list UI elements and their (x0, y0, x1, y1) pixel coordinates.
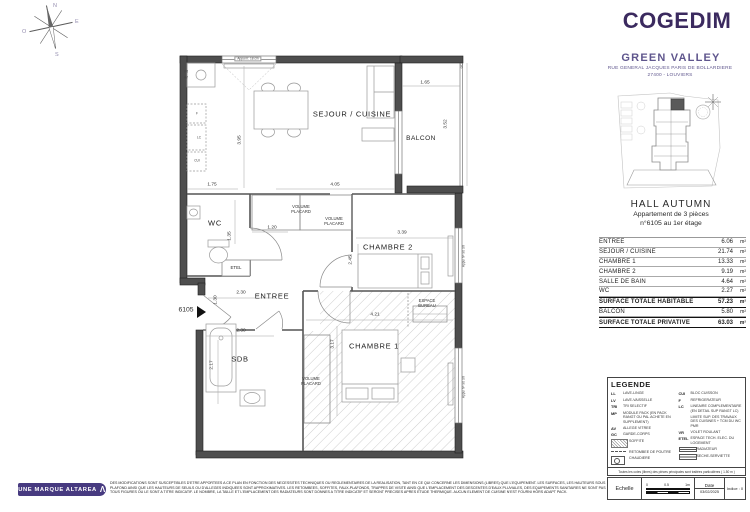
annot-vr: VR (183, 69, 189, 74)
compass-n: N (53, 3, 57, 9)
balcony-railing (460, 63, 463, 186)
room-label-sdb: SDB (231, 354, 249, 364)
table-row-total-habitable: SURFACE TOTALE HABITABLE 57.23 m² (599, 297, 746, 308)
date-cell: Date 03/02/2025 (695, 478, 725, 499)
dining-table (254, 83, 308, 137)
table-row: SEJOUR / CUISINE 21.74 m² (599, 248, 746, 258)
dim-175: 1.75 (207, 182, 217, 188)
table-row: CHAMBRE 1 13.33 m² (599, 258, 746, 268)
wc-fixtures (187, 206, 229, 263)
label-unit-number: 6105 (178, 306, 194, 314)
sofa (362, 66, 394, 141)
apartment-type: Appartement de 3 pièces (633, 211, 709, 218)
dim-ch1-w: 4.21 (370, 312, 380, 318)
legend-title: LEGENDE (611, 380, 651, 389)
label-volume-placard-1: VOLUME PLACARD (291, 204, 311, 214)
table-row: CHAMBRE 2 9.19 m² (599, 267, 746, 277)
soffite-hatch-icon (611, 439, 629, 448)
room-label-sejour: SEJOUR / CUISINE (312, 109, 392, 119)
annot-kitchen-cui: CUI (194, 158, 200, 163)
dim-135: 1.35 (227, 231, 233, 241)
dim-120: 1.20 (267, 225, 277, 231)
scale-bar: 0 0.5 1m (642, 478, 695, 499)
room-label-chambre2: CHAMBRE 2 (362, 242, 414, 252)
dim-405: 4.05 (330, 182, 340, 188)
altarea-brand-banner: UNE MARQUE ALTAREA Λ (18, 483, 106, 496)
annot-av: AV (183, 75, 189, 80)
kitchen-units (187, 63, 215, 171)
table-row: WC 2.27 m² (599, 287, 746, 297)
legend-box (607, 377, 746, 476)
annot-appui-top: Appui h: 18 cm (234, 56, 261, 61)
dim-sdb-h: 2.17 (209, 360, 215, 370)
label-volume-placard-2: VOLUME PLACARD (324, 216, 344, 226)
legend-right-column: CUI BLOC CUISSON F REFRIGERATEUR LC LINEAIRE COMPLEMENTAIRE (EN DETAIL SUP RANGT LC) LIMITE SUP. DES TRAVAUX DES CUISINES + TCM DU WC PMR VR VOLET ROULANT ETEL ESPACE TECH. ELEC. DU LOGEMENT RADIATEUR SECHE-SERVIETTE (678, 391, 742, 459)
compass-e: E (75, 19, 79, 25)
altarea-logo-icon: Λ (99, 484, 106, 494)
bed-chambre2 (358, 254, 432, 288)
room-label-chambre1: CHAMBRE 1 (348, 341, 400, 351)
dim-balcon-w: 1.65 (420, 80, 430, 86)
label-espace-bureau: ESPACE BUREAU (418, 298, 436, 308)
site-tree (696, 105, 710, 119)
label-etel: ETEL (230, 264, 242, 270)
beam-dash-icon (611, 450, 629, 454)
table-row: ENTREE 6.06 m² (599, 238, 746, 248)
compass-rose-icon (15, 0, 87, 62)
compass-s: S (55, 52, 59, 58)
boiler-icon (611, 456, 629, 465)
apartment-unit: n°6105 au 1er étage (640, 220, 702, 227)
entrance-arrow-icon (197, 306, 206, 318)
scale-bar-top (646, 488, 690, 490)
project-address-2: 27400 - LOUVIERS (647, 73, 693, 78)
surface-table (599, 237, 746, 328)
legend-note: Toutes les cotes (libres) des pièces principales sont traitées particulières ( 1.50 m ) (608, 467, 745, 475)
project-address-1: RUE GENERAL JACQUES PARIS DE BOLLARDIERE (607, 66, 733, 71)
label-volume-placard-3: VOLUME PLACARD (301, 376, 321, 386)
room-label-balcon: BALCON (406, 134, 436, 142)
towel-dryer-icon (679, 454, 697, 460)
table-row-balcon: BALCON 5.80 m² (599, 308, 746, 318)
site-parking (621, 102, 645, 140)
table-row: SALLE DE BAIN 4.64 m² (599, 277, 746, 287)
dim-130: 1.30 (213, 295, 219, 305)
dim-gc: GC (459, 63, 464, 69)
scale-label: Echelle (608, 478, 642, 499)
indice-cell: Indice : 0 (726, 486, 744, 491)
dim-entree-w: 2.30 (236, 290, 246, 296)
hall-name: HALL AUTUMN (630, 199, 712, 210)
legal-disclaimer: DES MODIFICATIONS SONT SUSCEPTIBLES D'ETRE APPORTEES A CE PLAN EN FONCTION DES NECESSITES TECHNIQUES OU REGLEMENTAIRES DE LA REALISATION, TANT EN CE QUI CONCERNE LES DIMENSIONS (LIBRES) QUE L'EQUIPEMENT. LES SURFACES, LES HAUTEURS SOUS PLAFOND AINSI QUE LES HAUTEURS DE SEUILS OU D'ALLEGES INDIQUEES SONT APPROXIMATIVES. LES RETOMBEES, SOFFITES, FAUX-PLAFONDS, TRAPPES DE VISITE AINSI QUE L'EMPLACEMENT DES DESCENTES D'EAUX PLUVIALES, DES EQUIPEMENTS SANITAIRES NE SONT PAS TOUS FIGURES OU LE SONT A TITRE INDICATIF. LE NOMBRE, LA TAILLE ET L'EMPLACEMENT DES RADIATEURS SONT DONNES A TITRE INDICATIF ET SERONT PRECISES APRES ETUDE THERMIQUE. AUCUN ELEMENT DE CUISINE N'EST FOURNI HORS ADAPT PACK. (110, 481, 606, 495)
dim-balcon-h: 3.52 (443, 119, 449, 129)
scale-bar-bottom (646, 491, 690, 494)
annot-appui-ch1: Appui h= 90 cm (461, 375, 466, 399)
site-highlighted-unit (671, 99, 684, 110)
dim-sdb-w: 2.30 (236, 328, 246, 334)
dim-ch2-h: 2.45 (348, 255, 354, 265)
site-plan-map (614, 90, 724, 194)
dim-sejour-h: 3.95 (237, 135, 243, 145)
project-name: GREEN VALLEY (621, 52, 721, 64)
cogedim-logo: COGEDIM (622, 8, 732, 33)
compass-o: O (22, 29, 27, 35)
scale-strip (607, 477, 746, 500)
annot-appui-ch2: Appui h= 90 cm (461, 244, 466, 268)
site-forecourt (627, 170, 716, 185)
legend-left-column: LL LAVE-LINGE LV LAVE-VAISSELLE TRI TRI SELECTIF MP MODULE PACK (EN PACK RANGT OU PAL ACHETE EN SUPPLEMENT) AV ALLEGE VITREE GC GARDE-CORPS SOFFITE RETOMBEE DE POUTRE CHAUDIERE (611, 391, 675, 466)
site-tree-inner (699, 108, 708, 117)
table-row-total-privative: SURFACE TOTALE PRIVATIVE 63.03 m² (599, 317, 746, 328)
room-label-entree: ENTREE (254, 291, 290, 301)
annot-kitchen-lc: LC (196, 135, 202, 140)
radiator-icon (679, 447, 697, 453)
annot-kitchen-f: F (196, 111, 198, 116)
room-label-wc: WC (208, 218, 222, 228)
dim-ch1-h: 3.17 (330, 339, 336, 349)
dim-ch2-w: 3.39 (397, 230, 407, 236)
